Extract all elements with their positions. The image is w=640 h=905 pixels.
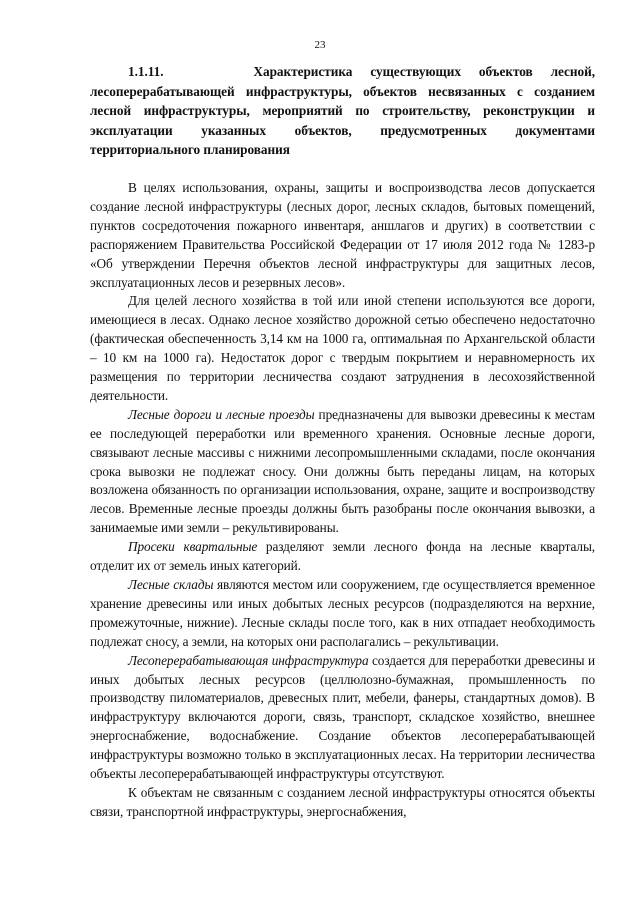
paragraph: [90, 784, 595, 822]
paragraph: [90, 538, 595, 576]
section-number: 1.1.11.: [128, 64, 164, 79]
paragraph: [90, 652, 595, 784]
paragraph-text: создается для переработки древесины и иных добытых лесных ресурсов (целлюлозно-бумажная, промышленность по производству пиломатериалов, древесных плит, мебели, фанеры, стандартных домов). В инфраструктуру включаются дороги, связь, транспорт, складское хозяйство, внешнее энергоснабжение, водоснабжение. Создание объектов лесоперерабатывающей инфраструктуры возможно только в эксплуатационных лесах. На территории лесничества объекты лесоперерабатывающей инфраструктуры отсутствуют.: [90, 652, 595, 782]
paragraph-lead: Лесные склады: [128, 577, 214, 592]
paragraph-text: предназначены для вывозки древесины к местам ее последующей переработки или временного хранения. Основные лесные дороги, связывают лесные массивы с нижними лесопромышленными складами, после окончания срока вывозки не подлежат сносу. Они должны быть переданы лицам, на которых возложена обязанность по организации использования, охране, защите и воспроизводству лесов. Временные лесные проезды должны быть разобраны после окончания вывозки, а занимаемые ими земли – рекультивированы.: [90, 406, 595, 536]
paragraph: [90, 406, 595, 538]
paragraph-lead: Лесоперерабатывающая инфраструктура: [128, 652, 369, 668]
paragraph-lead: Просеки квартальные: [128, 539, 258, 555]
paragraph-lead: Лесные дороги и лесные проезды: [128, 406, 315, 422]
paragraph: [90, 179, 595, 292]
page-content: [90, 62, 595, 822]
paragraph-text: К объектам не связанным с созданием лесной инфраструктуры относятся объекты связи, транспортной инфраструктуры, энергоснабжения,: [90, 784, 595, 819]
paragraph-text: В целях использования, охраны, защиты и воспроизводства лесов допускается создание лесной инфраструктуры (лесных дорог, лесных складов, бытовых помещений, пунктов сосредоточения пожарного инвентаря, аншлагов и других) в соответствии с распоряжением Правительства Российской Федерации от 17 июля 2012 года № 1283-р «Об утверждении Перечня объектов лесной инфраструктуры для защитных лесов, эксплуатационных лесов и резервных лесов».: [90, 179, 595, 290]
paragraph-text: Для целей лесного хозяйства в той или иной степени используются все дороги, имеющиеся в лесах. Однако лесное хозяйство дорожной сетью обеспечено недостаточно (фактическая обеспеченность 3,14 км на 1000 га, оптимальная по Архангельской области – 10 км на 1000 га). Недостаток дорог с твердым покрытием и неравномерность их размещения по территории лесничества создают затруднения в лесохозяйственной деятельности.: [90, 293, 595, 403]
paragraph: [90, 292, 595, 405]
section-heading: [90, 62, 595, 160]
paragraph-text: являются местом или сооружением, где осуществляется временное хранение древесины или иных добытых лесных ресурсов (подразделяются на верхние, промежуточные, нижние). Лесные склады после того, как в них отпадает необходимость подлежат сносу, а земли, на которых они располагались – рекультивации.: [90, 577, 596, 649]
section-title: Характеристика существующих объектов лесной, лесоперерабатывающей инфраструктуры, объектов несвязанных с созданием лесной инфраструктуры, мероприятий по строительству, реконструкции и эксплуатации указанных объектов, предусмотренных документами территориального планирования: [90, 64, 596, 158]
page-number: 23: [314, 39, 326, 51]
paragraph: [90, 576, 595, 652]
paragraph-text: разделяют земли лесного фонда на лесные кварталы, отделит их от земель иных категорий.: [90, 539, 595, 574]
